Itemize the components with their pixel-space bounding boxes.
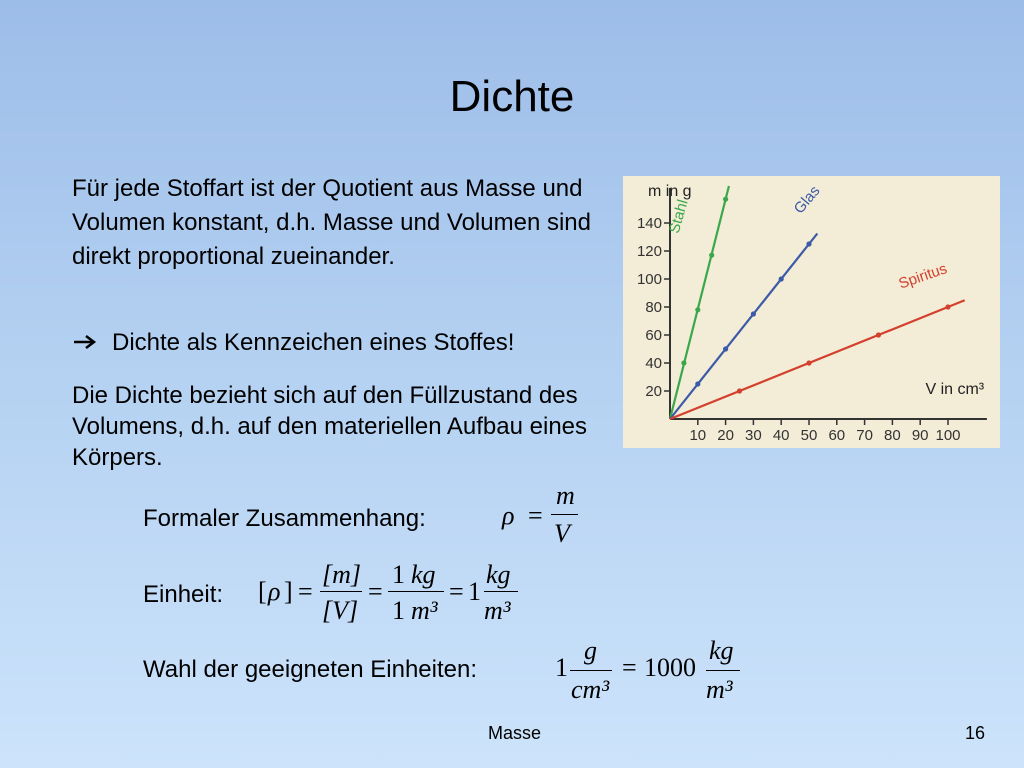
data-point xyxy=(806,360,811,365)
y-tick-label: 140 xyxy=(636,215,662,232)
x-tick-label: 40 xyxy=(772,427,790,444)
slide-title: Dichte xyxy=(449,72,575,121)
footer-title: Masse xyxy=(488,723,542,743)
fraction-line xyxy=(320,591,362,592)
data-point xyxy=(723,346,728,351)
y-tick-label: 80 xyxy=(645,299,662,316)
data-point xyxy=(723,197,728,202)
x-tick-label: 100 xyxy=(935,427,961,444)
arrow-right-icon xyxy=(72,326,112,360)
equals-sign: = xyxy=(298,577,313,606)
numerator-kg: kg xyxy=(709,636,734,665)
equals-sign: = xyxy=(368,577,383,606)
arrow-text: Dichte als Kennzeichen eines Stoffes! xyxy=(112,329,515,356)
density-chart xyxy=(623,176,1000,448)
unit-label: Einheit: xyxy=(143,581,224,608)
data-point xyxy=(681,360,686,365)
series-label: Spiritus xyxy=(896,260,950,293)
bracket-left: [ xyxy=(258,577,267,606)
x-axis-label: V in cm³ xyxy=(925,381,985,398)
y-tick-label: 120 xyxy=(636,243,662,260)
x-tick-label: 60 xyxy=(828,427,846,444)
data-point xyxy=(695,307,700,312)
y-axis-label: m in g xyxy=(648,183,692,200)
data-point xyxy=(709,253,714,258)
y-tick-label: 20 xyxy=(645,383,662,400)
chart-svg xyxy=(623,176,1000,448)
data-point xyxy=(779,276,784,281)
numerator-m: m xyxy=(556,481,575,510)
denominator-bracket-v: [V] xyxy=(322,596,359,625)
denominator-one: 1 xyxy=(392,596,405,625)
x-tick-label: 10 xyxy=(689,427,707,444)
x-tick-label: 70 xyxy=(856,427,873,444)
arrow-line xyxy=(72,326,612,360)
x-tick-label: 20 xyxy=(717,427,734,444)
denominator-v: V xyxy=(554,519,570,548)
y-tick-label: 60 xyxy=(645,327,662,344)
fraction-line xyxy=(388,591,444,592)
factor-thousand: 1000 xyxy=(644,653,696,682)
page-number: 16 xyxy=(965,723,986,743)
series-line xyxy=(670,234,817,420)
y-tick-label: 100 xyxy=(636,271,662,288)
x-tick-label: 80 xyxy=(884,427,901,444)
fraction-line xyxy=(484,591,518,592)
equals-sign: = xyxy=(449,577,464,606)
numerator-kg: kg xyxy=(411,560,436,589)
x-tick-label: 30 xyxy=(745,427,762,444)
denominator-cm3: cm³ xyxy=(571,675,610,704)
rho-in-bracket: ρ xyxy=(268,577,281,606)
y-tick-label: 40 xyxy=(645,355,662,372)
data-point xyxy=(806,241,811,246)
data-point xyxy=(876,332,881,337)
data-point xyxy=(695,381,700,386)
series-line xyxy=(670,300,965,419)
numerator-g: g xyxy=(584,636,597,665)
factor-one: 1 xyxy=(555,653,568,682)
choice-label: Wahl der geeigneten Einheiten: xyxy=(143,656,478,683)
equals-sign: = xyxy=(528,501,543,530)
data-point xyxy=(945,304,950,309)
paragraph-proportional: Für jede Stoffart ist der Quotient aus Masse und Volumen konstant, d.h. Masse und Volumen sind direkt proportional zueinander. xyxy=(72,175,591,270)
series-label: Glas xyxy=(790,182,824,218)
x-tick-label: 90 xyxy=(911,427,929,444)
rho-symbol: ρ xyxy=(502,501,515,530)
equals-sign: = xyxy=(622,653,637,682)
numerator-one: 1 xyxy=(392,560,405,589)
factor-one: 1 xyxy=(468,577,481,606)
numerator-bracket-m: [m] xyxy=(322,560,362,589)
fraction-line xyxy=(706,670,740,671)
denominator-m3: m³ xyxy=(706,675,733,704)
series-label: Stahl xyxy=(665,197,692,236)
paragraph-density-state: Die Dichte bezieht sich auf den Füllzustand des Volumens, d.h. auf den materiellen Aufbau eines Körpers. xyxy=(72,382,588,471)
data-point xyxy=(751,311,756,316)
numerator-kg: kg xyxy=(486,560,511,589)
bracket-right: ] xyxy=(284,577,293,606)
fraction-line xyxy=(551,514,578,515)
denominator-m3: m³ xyxy=(411,596,438,625)
formal-label: Formaler Zusammenhang: xyxy=(143,505,426,532)
denominator-m3: m³ xyxy=(484,596,511,625)
fraction-line xyxy=(570,670,612,671)
x-tick-label: 50 xyxy=(800,427,818,444)
data-point xyxy=(737,388,742,393)
